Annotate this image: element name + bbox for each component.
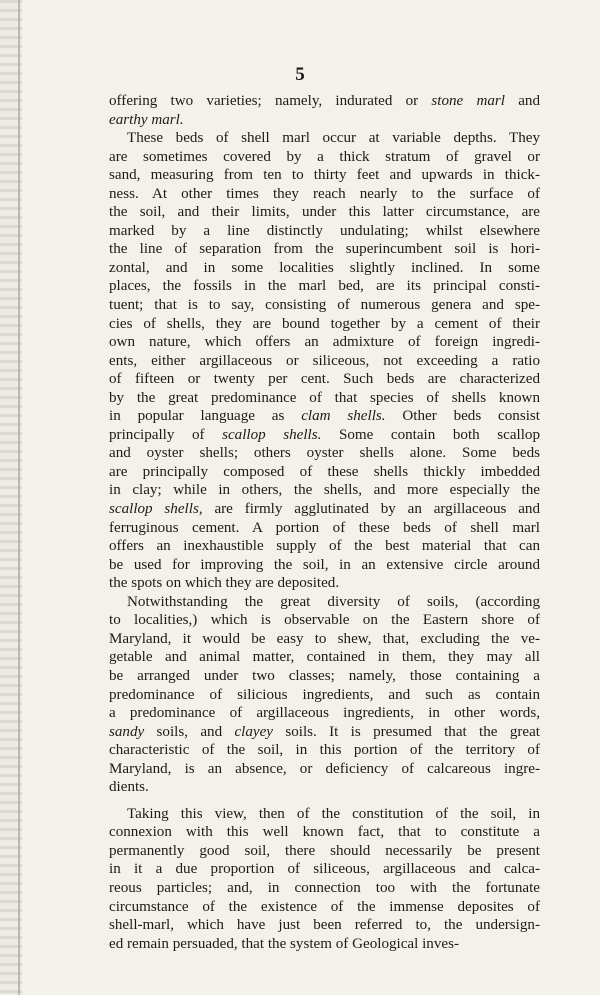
text-line: sandy soils, and clayey soils. It is presumed that the great xyxy=(109,723,540,740)
italic-term: earthy marl. xyxy=(109,111,184,128)
text-line: shell-marl, which have just been referred to, the undersign- xyxy=(109,917,540,934)
text-line: are sometimes covered by a thick stratum of gravel or xyxy=(109,148,540,165)
body-text xyxy=(109,92,540,953)
text-line: tuent; that is to say, consisting of numerous genera and spe- xyxy=(109,297,540,314)
text-line: marked by a line distinctly undulating; whilst elsewhere xyxy=(109,222,540,239)
italic-term: sandy xyxy=(109,723,145,740)
text-line: predominance of silicious ingredients, and such as contain xyxy=(109,686,540,703)
text-line: Taking this view, then of the constitution of the soil, in xyxy=(127,805,540,822)
text-line: places, the fossils in the marl bed, are its principal consti- xyxy=(109,278,540,295)
text-line: in clay; while in others, the shells, and more especially the xyxy=(109,482,540,499)
text-line: cies of shells, they are bound together by a cement of their xyxy=(109,315,540,332)
text-line: ents, either argillaceous or siliceous, not exceeding a ratio xyxy=(109,352,540,369)
text-line: Notwithstanding the great diversity of soils, (according xyxy=(127,593,540,610)
text-line: connexion with this well known fact, that to constitute a xyxy=(109,824,540,841)
text-line: ed remain persuaded, that the system of Geological inves- xyxy=(109,935,459,952)
text-line: the soil, and their limits, under this latter circumstance, are xyxy=(109,204,540,221)
text-line: own nature, which offers an admixture of foreign ingredi- xyxy=(109,334,540,351)
text-line: dients. xyxy=(109,779,149,796)
text-line: and oyster shells; others oyster shells alone. Some beds xyxy=(109,445,540,462)
italic-term: clayey xyxy=(234,723,274,740)
text-line: the spots on which they are deposited. xyxy=(109,575,340,592)
text-line: offering two varieties; namely, indurated or stone marl and xyxy=(109,93,540,109)
italic-term: stone marl xyxy=(431,93,505,109)
text-line: permanently good soil, there should necessarily be present xyxy=(109,842,540,859)
italic-term: scallop shells xyxy=(109,501,199,518)
text-line: are principally composed of these shells thickly imbedded xyxy=(109,463,540,480)
text-line: ness. At other times they reach nearly to the surface of xyxy=(109,185,540,202)
text-line: sand, measuring from ten to thirty feet and upwards in thick- xyxy=(109,167,540,184)
page-number: 5 xyxy=(295,64,305,85)
text-line: These beds of shell marl occur at variable depths. They xyxy=(127,130,540,147)
paragraph xyxy=(109,92,540,129)
text-line: characteristic of the soil, in this portion of the territory of xyxy=(109,742,540,759)
text-line: ferruginous cement. A portion of these beds of shell marl xyxy=(109,519,540,536)
text-line: in popular language as clam shells. Other beds consist xyxy=(109,408,540,425)
text-line: by the great predominance of that species of shells known xyxy=(109,389,540,406)
text-line: in it a due proportion of siliceous, argillaceous and calca- xyxy=(109,861,540,878)
text-line xyxy=(109,111,540,130)
text-line: scallop shells, are firmly agglutinated by an argillaceous and xyxy=(109,501,540,518)
text-line: getable and animal matter, contained in them, they may all xyxy=(109,649,540,666)
text-line: zontal, and in some localities slightly inclined. In some xyxy=(109,259,540,276)
paragraph xyxy=(109,129,540,593)
text-line: Maryland, is an absence, or deficiency of calcareous ingre- xyxy=(109,760,540,777)
text-line: principally of scallop shells. Some contain both scallop xyxy=(109,426,540,443)
text-line: of fifteen or twenty per cent. Such beds are characterized xyxy=(109,371,540,388)
text-line: to localities,) which is observable on the Eastern shore of xyxy=(109,612,540,629)
text-line: a predominance of argillaceous ingredients, in other words, xyxy=(109,705,540,722)
text-line: Maryland, it would be easy to shew, that, excluding the ve- xyxy=(109,630,540,647)
italic-term: clam shells. xyxy=(301,408,386,425)
paragraph-gap xyxy=(109,797,540,805)
text-line: reous particles; and, in connection too with the fortunate xyxy=(109,879,540,896)
text-line: be arranged under two classes; namely, those containing a xyxy=(109,667,540,684)
italic-term: scallop shells. xyxy=(222,426,322,443)
text-line: be used for improving the soil, in an extensive circle around xyxy=(109,556,540,573)
paragraph xyxy=(109,593,540,797)
paragraph xyxy=(109,805,540,953)
text-line: offers an inexhaustible supply of the best material that can xyxy=(109,538,540,555)
binding-rule xyxy=(18,0,20,995)
text-line: circumstance of the existence of the immense deposites of xyxy=(109,898,540,915)
text-line: the line of separation from the superincumbent soil is hori- xyxy=(109,241,540,258)
